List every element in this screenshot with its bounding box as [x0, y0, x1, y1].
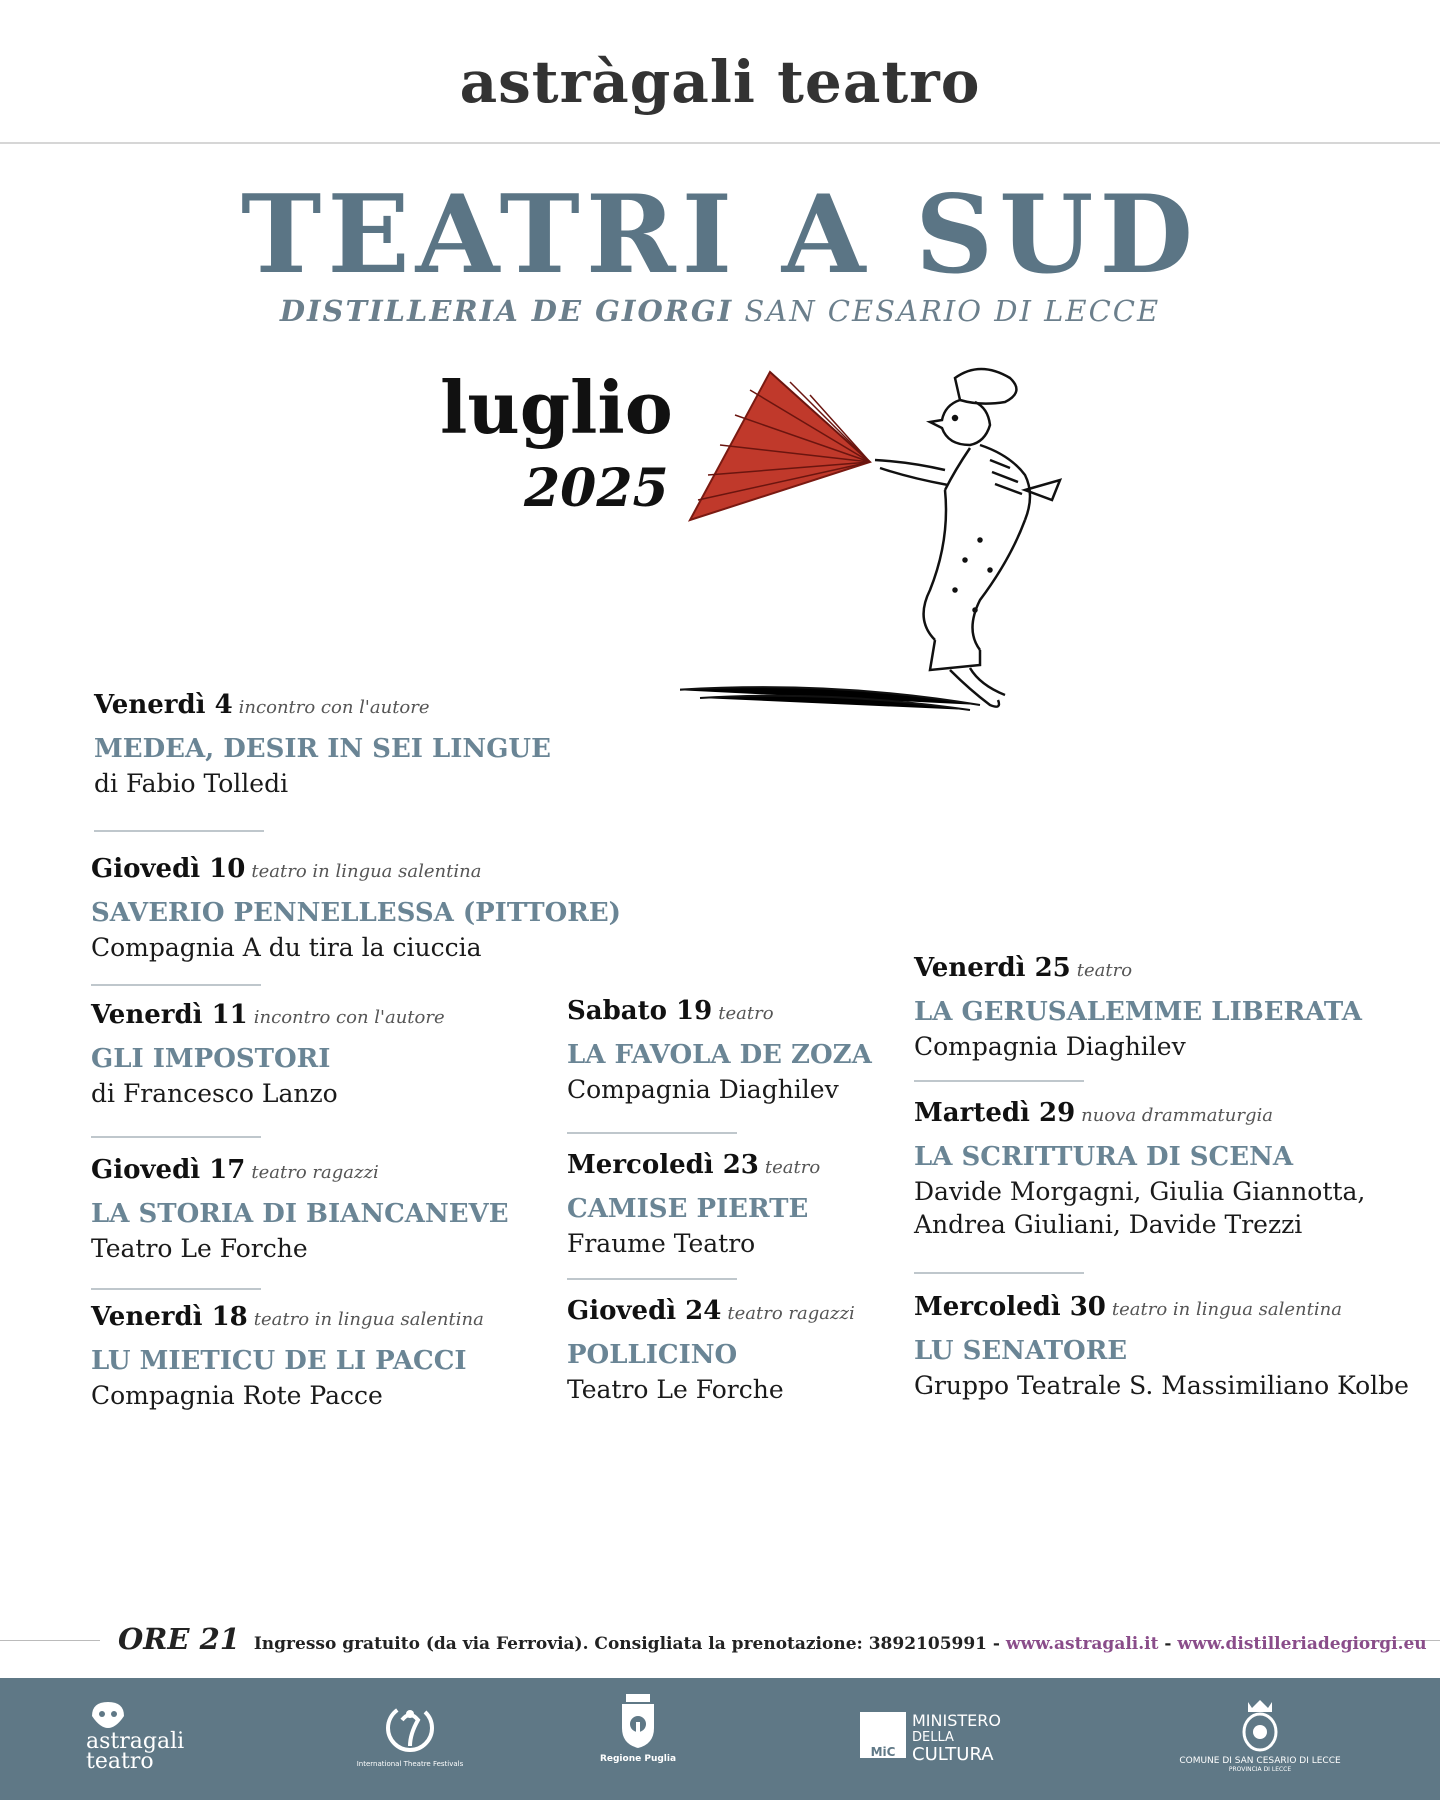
regione-crest-icon [618, 1692, 658, 1750]
event-date: Sabato 19 [567, 996, 713, 1026]
brand-title: astràgali teatro [459, 48, 981, 116]
event-company: Compagnia Rote Pacce [91, 1381, 383, 1410]
event-date: Venerdì 25 [914, 953, 1071, 983]
event-separator [91, 984, 261, 986]
comune-crest-icon [1238, 1698, 1282, 1752]
event-type: teatro in lingua salentina [1111, 1299, 1342, 1320]
event-separator [567, 1278, 737, 1280]
event-title: LU MIETICU DE LI PACCI [91, 1346, 467, 1376]
month-label: luglio [440, 365, 673, 450]
distilleria-link[interactable]: www.distilleriadegiorgi.eu [1177, 1634, 1427, 1654]
mic-badge-icon: MiC [860, 1712, 906, 1758]
astragali-link[interactable]: www.astragali.it [1005, 1634, 1159, 1654]
regione-logo-text: Regione Puglia [599, 1754, 677, 1764]
itf-logo-text: International Theatre Festivals [356, 1760, 464, 1768]
event-company: Gruppo Teatrale S. Massimiliano Kolbe [914, 1371, 1409, 1400]
event-type: nuova drammaturgia [1081, 1105, 1273, 1126]
footer-rule-left [0, 1640, 100, 1641]
event-title: CAMISE PIERTE [567, 1194, 809, 1224]
event-date: Giovedì 24 [567, 1296, 722, 1326]
event-company: Davide Morgagni, Giulia Giannotta, Andrea Giuliani, Davide Trezzi [914, 1177, 1366, 1239]
woman-figure-icon [875, 369, 1060, 707]
ministero-line1: MINISTERO [912, 1711, 1001, 1730]
footer-info [118, 1622, 1427, 1656]
event-type: teatro [764, 1157, 821, 1178]
woman-with-fan-illustration [680, 360, 1140, 730]
itf-logo [355, 1700, 465, 1768]
venue-town: SAN CESARIO DI LECCE [744, 294, 1161, 328]
ministero-line3: CULTURA [912, 1744, 994, 1765]
event-type: incontro con l'autore [238, 697, 430, 718]
show-time: ORE 21 [118, 1622, 240, 1656]
event-date: Martedì 29 [914, 1098, 1076, 1128]
event-separator [91, 1136, 261, 1138]
event-company: Teatro Le Forche [91, 1234, 308, 1263]
event-type: teatro in lingua salentina [253, 1309, 484, 1330]
event-company: di Francesco Lanzo [91, 1079, 338, 1108]
event-title: LA STORIA DI BIANCANEVE [91, 1199, 509, 1229]
event-date: Venerdì 11 [91, 1000, 248, 1030]
event-company: Compagnia Diaghilev [914, 1032, 1186, 1061]
event-separator [94, 830, 264, 832]
event-type: teatro ragazzi [251, 1162, 379, 1183]
red-fan-icon [690, 372, 870, 520]
event-1 [91, 854, 621, 965]
event-company: Compagnia A du tira la ciuccia [91, 933, 482, 962]
event-date: Giovedì 17 [91, 1155, 246, 1185]
event-separator [914, 1272, 1084, 1274]
regione-puglia-logo [588, 1692, 688, 1764]
event-date: Venerdì 4 [94, 690, 233, 720]
event-date: Mercoledì 23 [567, 1150, 759, 1180]
event-2 [91, 1000, 591, 1111]
event-separator [567, 1132, 737, 1134]
comune-line1: COMUNE DI SAN CESARIO DI LECCE [1179, 1756, 1341, 1766]
event-title: LA GERUSALEMME LIBERATA [914, 997, 1362, 1027]
event-title: SAVERIO PENNELLESSA (PITTORE) [91, 898, 621, 928]
header-divider [0, 142, 1440, 144]
event-title: LU SENATORE [914, 1336, 1128, 1366]
comune-line2: PROVINCIA DI LECCE [1228, 1766, 1292, 1773]
event-date: Giovedì 10 [91, 854, 246, 884]
ministero-line2: DELLA [912, 1730, 954, 1745]
event-separator [91, 1288, 261, 1290]
event-10 [914, 1292, 1434, 1403]
venue-subtitle [0, 294, 1440, 328]
event-8 [914, 953, 1434, 1064]
year-label: 2025 [524, 458, 669, 519]
venue-name: DISTILLERIA DE GIORGI [279, 294, 734, 328]
festival-swirl-icon [380, 1700, 440, 1756]
event-title: LA SCRITTURA DI SCENA [914, 1142, 1294, 1172]
event-date: Mercoledì 30 [914, 1292, 1106, 1322]
comune-logo [1160, 1698, 1360, 1773]
event-type: teatro in lingua salentina [251, 861, 482, 882]
astragali-mask-icon [86, 1698, 130, 1732]
festival-title: TEATRI A SUD [240, 172, 1200, 298]
event-type: incontro con l'autore [253, 1007, 445, 1028]
event-title: LA FAVOLA DE ZOZA [567, 1040, 872, 1070]
astragali-logo-line2: teatro [86, 1749, 154, 1774]
event-title: MEDEA, DESIR IN SEI LINGUE [94, 734, 551, 764]
event-type: teatro [1076, 960, 1133, 981]
event-4 [91, 1302, 591, 1413]
event-company: Fraume Teatro [567, 1229, 756, 1258]
event-title: GLI IMPOSTORI [91, 1044, 331, 1074]
event-3 [91, 1155, 591, 1266]
footer-booking-info: Ingresso gratuito (da via Ferrovia). Consigliata la prenotazione: 3892105991 - [253, 1634, 1000, 1654]
event-company: Compagnia Diaghilev [567, 1075, 839, 1104]
event-title: POLLICINO [567, 1340, 738, 1370]
astragali-logo-line1: astragali [86, 1729, 185, 1754]
event-type: teatro [718, 1003, 774, 1024]
footer-dash: - [1164, 1634, 1172, 1654]
sponsor-logo-bar [0, 1678, 1440, 1800]
event-company: Teatro Le Forche [567, 1375, 784, 1404]
event-9 [914, 1098, 1414, 1241]
event-date: Venerdì 18 [91, 1302, 248, 1332]
event-company: di Fabio Tolledi [94, 769, 289, 798]
event-separator [914, 1080, 1084, 1082]
event-type: teatro ragazzi [727, 1303, 855, 1324]
event-0 [94, 690, 594, 801]
astragali-logo [86, 1698, 196, 1772]
